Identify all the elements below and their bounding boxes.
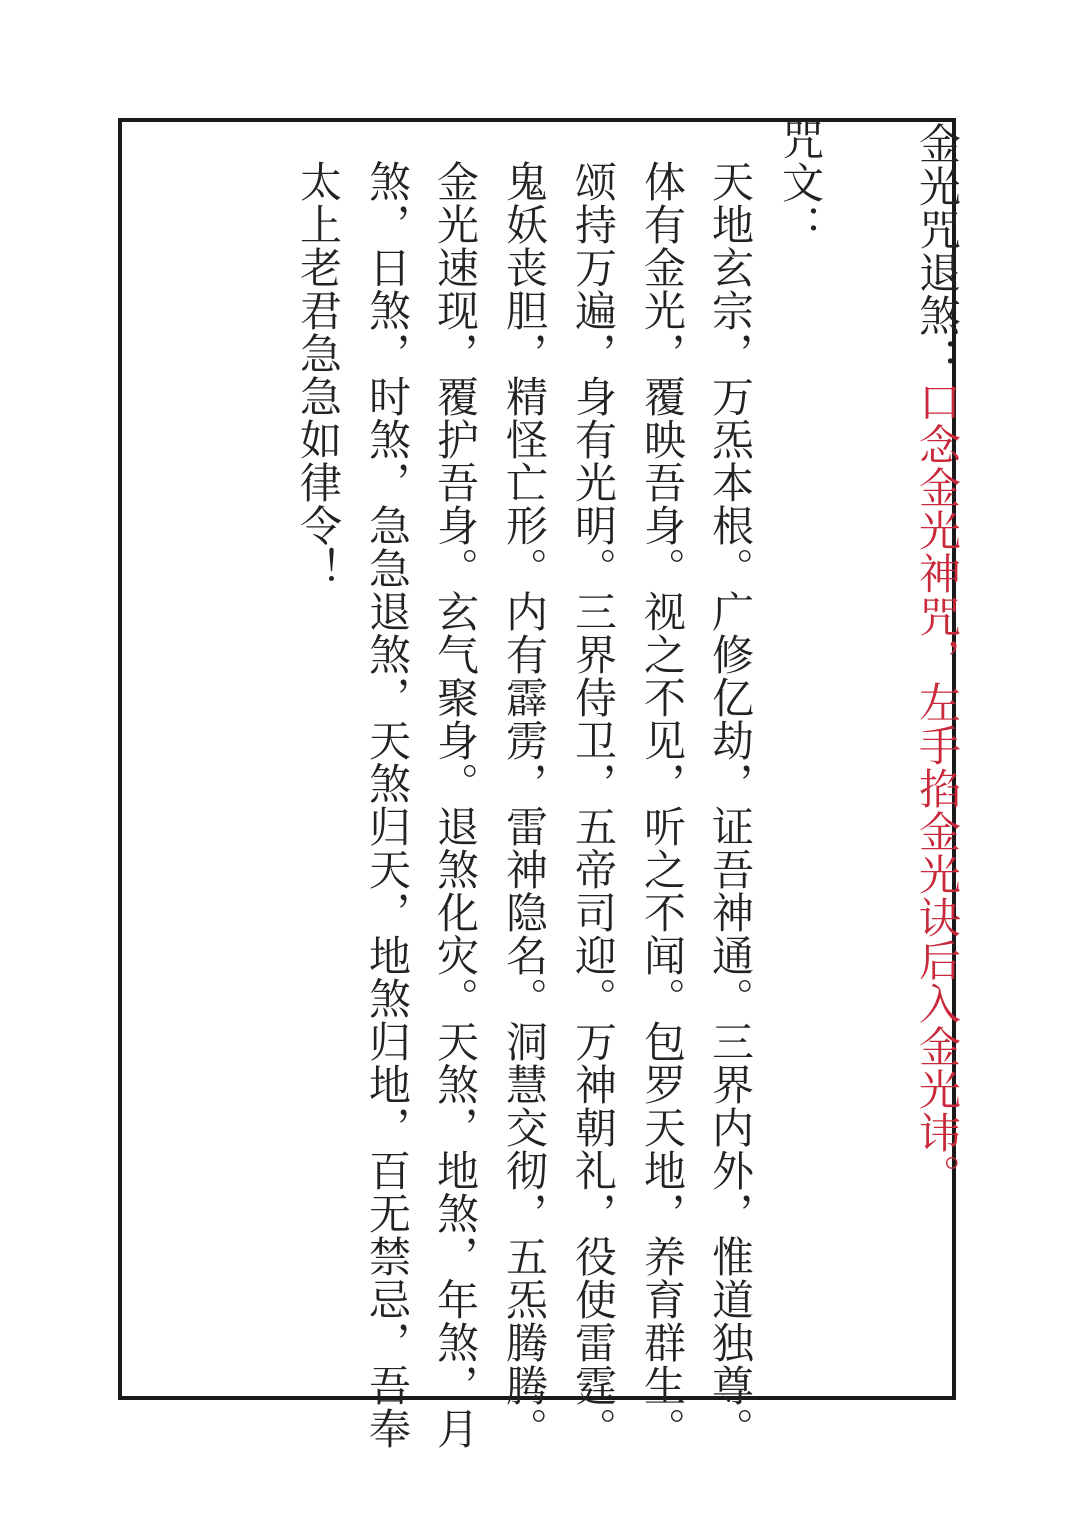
incantation-line-3: 颂持万遍，身有光明。三界侍卫，五帝司迎。万神朝礼，役使雷霆。 [569, 160, 618, 1450]
title-instruction: 口念金光神咒，左手掐金光诀后入金光讳。 [913, 380, 962, 1197]
incantation-line-6: 煞，日煞，时煞，急急退煞，天煞归天，地煞归地，百无禁忌，吾奉 [363, 160, 412, 1450]
incantation-line-4: 鬼妖丧胆，精怪亡形。内有霹雳，雷神隐名。洞慧交彻，五炁腾腾。 [500, 160, 549, 1450]
incantation-line-2: 体有金光，覆映吾身。视之不见，听之不闻。包罗天地，养育群生。 [638, 160, 687, 1450]
title-column [913, 122, 962, 1197]
incantation-line-5: 金光速现，覆护吾身。玄气聚身。退煞化灾。天煞，地煞，年煞，月 [431, 160, 480, 1450]
incantation-line-1: 天地玄宗，万炁本根。广修亿劫，证吾神通。三界内外，惟道独尊。 [706, 160, 755, 1450]
title-heading: 金光咒退煞： [913, 122, 962, 380]
incantation-label: 咒文： [776, 118, 825, 247]
incantation-line-7: 太上老君急急如律令！ [294, 160, 343, 590]
